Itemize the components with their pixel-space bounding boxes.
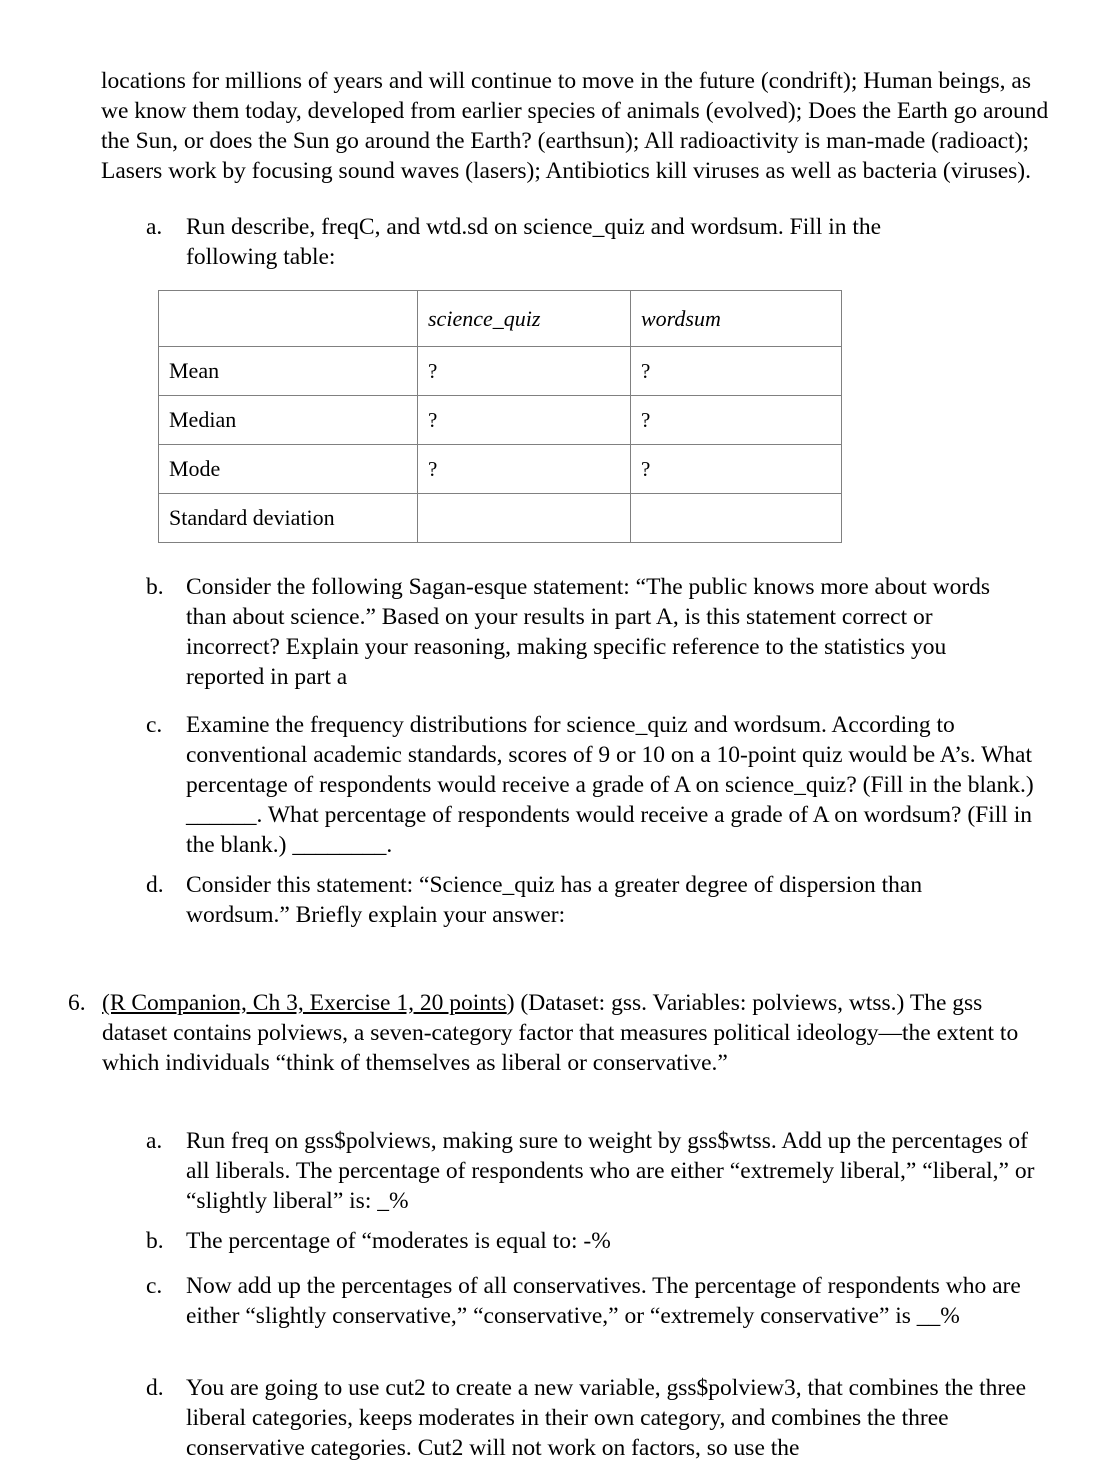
list-marker-6a: a. — [146, 1128, 163, 1154]
list-item-5d — [146, 870, 1026, 930]
list-text-5d: Consider this statement: “Science_quiz has a greater degree of dispersion than wordsum.” Briefly explain your answer: — [186, 872, 923, 928]
statistics-table — [158, 290, 842, 543]
table-header-wordsum: wordsum — [631, 291, 842, 347]
table-row-label: Mean — [159, 347, 418, 396]
question6-heading-text — [102, 988, 1028, 1078]
list-marker-5b: b. — [146, 574, 164, 600]
table-corner-cell — [159, 291, 418, 347]
table-cell-science-quiz: ? — [418, 396, 631, 445]
table-row-label: Mode — [159, 445, 418, 494]
table-row-label: Median — [159, 396, 418, 445]
table-row — [159, 396, 842, 445]
table-cell-wordsum: ? — [631, 445, 842, 494]
list-item-6c — [146, 1271, 1044, 1331]
list-item-5b — [146, 572, 1026, 692]
list-item-6a — [146, 1126, 1036, 1216]
list-marker-5d: d. — [146, 872, 164, 898]
list-text-5a: Run describe, freqC, and wtd.sd on science_quiz and wordsum. Fill in the following table: — [186, 214, 882, 270]
table-cell-wordsum: ? — [631, 347, 842, 396]
question6-heading-tail: ) (Dataset: gss. Variables: polviews, wtss.) The gss dataset contains polviews, a seven-category factor that measures political ideology—the extent to which individuals “think of themselves as liberal or conservative.” — [102, 990, 1019, 1076]
list-marker-6: 6. — [68, 990, 86, 1016]
table-header-science-quiz: science_quiz — [418, 291, 631, 347]
list-marker-6b: b. — [146, 1228, 164, 1254]
question6-source-link[interactable]: (R Companion, Ch 3, Exercise 1, 20 points — [102, 990, 507, 1016]
numbered-item-6 — [68, 988, 1028, 1078]
table-row — [159, 445, 842, 494]
list-marker-5a: a. — [146, 214, 163, 240]
table-cell-science-quiz — [418, 494, 631, 543]
intro-paragraph: locations for millions of years and will continue to move in the future (condrift); Human beings, as we know them today, developed from earlier species of animals (evolved); Does the Earth go around the Sun, or does the Sun go around the Earth? (earthsun); All radioactivity is man-made (radioact); Lasers work by focusing sound waves (lasers); Antibiotics kill viruses as well as bacteria (viruses). — [101, 67, 1049, 184]
list-marker-6c: c. — [146, 1273, 163, 1299]
table-cell-science-quiz: ? — [418, 347, 631, 396]
list-text-6b: The percentage of “moderates is equal to: -% — [186, 1228, 611, 1254]
list-item-6d — [146, 1373, 1044, 1463]
list-text-6a: Run freq on gss$polviews, making sure to weight by gss$wtss. Add up the percentages of all liberals. The percentage of respondents who are either “extremely liberal,” “liberal,” or “slightly liberal” is: _% — [186, 1128, 1035, 1214]
list-item-6b — [146, 1226, 1036, 1256]
list-text-5b: Consider the following Sagan-esque statement: “The public knows more about words than about science.” Based on your results in part A, is this statement correct or incorrect? Explain your reasoning, making specific reference to the statistics you reported in part a — [186, 574, 991, 690]
table-row — [159, 347, 842, 396]
list-text-5c: Examine the frequency distributions for science_quiz and wordsum. According to conventional academic standards, scores of 9 or 10 on a 10-point quiz would be A’s. What percentage of respondents would receive a grade of A on science_quiz? (Fill in the blank.) ______. What percentage of respondents would receive a grade of A on wordsum? (Fill in the blank.) ________. — [186, 712, 1034, 858]
list-item-5a — [146, 212, 974, 272]
table-header-row — [159, 291, 842, 347]
table-cell-wordsum — [631, 494, 842, 543]
list-text-6c: Now add up the percentages of all conservatives. The percentage of respondents who are either “slightly conservative,” “conservative,” or “extremely conservative” is __% — [186, 1273, 1021, 1329]
list-marker-6d: d. — [146, 1375, 164, 1401]
table-row-label: Standard deviation — [159, 494, 418, 543]
table-cell-wordsum: ? — [631, 396, 842, 445]
table-row — [159, 494, 842, 543]
list-item-5c — [146, 710, 1052, 860]
list-marker-5c: c. — [146, 712, 163, 738]
table-cell-science-quiz: ? — [418, 445, 631, 494]
list-text-6d: You are going to use cut2 to create a new variable, gss$polview3, that combines the three liberal categories, keeps moderates in their own category, and combines the three conservative categories. Cut2 will not work on factors, so use the — [186, 1375, 1027, 1461]
